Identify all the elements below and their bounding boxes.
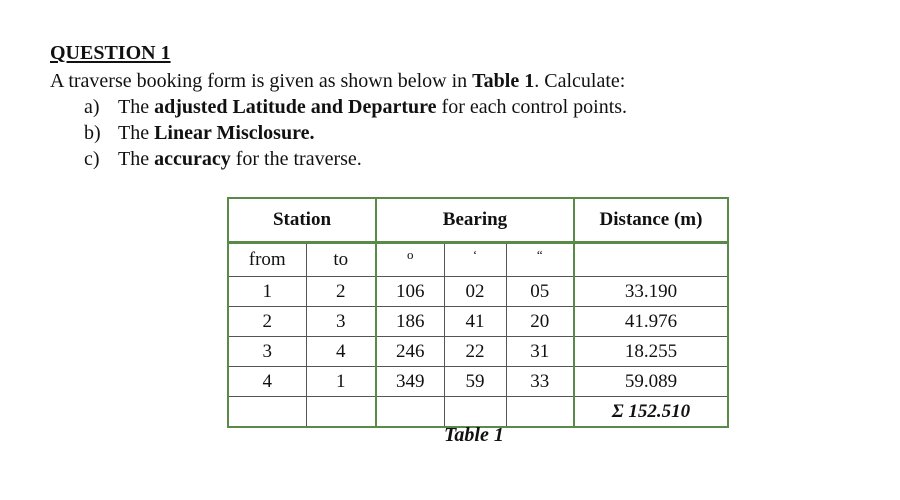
cell-degrees: 349 [376,367,444,397]
task-text: The [118,122,155,144]
task-marker: c) [84,148,100,170]
task-marker: b) [84,122,101,144]
cell-to: 2 [306,277,376,307]
task-text-end: for the traverse. [230,148,362,170]
cell-from: 4 [228,367,306,397]
cell-distance: 18.255 [574,337,728,367]
cell-minutes: 59 [444,367,506,397]
intro-text: A traverse booking form is given as shown below in [50,70,473,92]
question-title: QUESTION 1 [50,42,171,64]
cell-empty [376,397,444,428]
cell-degrees: 186 [376,307,444,337]
table-total-row [228,397,728,428]
cell-empty [306,397,376,428]
header-distance: Distance (m) [574,198,728,243]
question-intro [50,70,625,93]
task-bold-text: accuracy [154,148,231,170]
cell-seconds: 20 [506,307,574,337]
task-text-end: for each control points. [436,96,628,118]
intro-table-ref: Table 1 [472,70,535,92]
task-item-a [84,96,627,119]
table-row [228,337,728,367]
task-item-c [84,148,362,171]
task-item-b [84,122,314,145]
cell-minutes: 22 [444,337,506,367]
cell-from: 3 [228,337,306,367]
cell-empty [506,397,574,428]
header-station: Station [228,198,376,243]
subheader-degrees: o [376,243,444,277]
cell-distance: 41.976 [574,307,728,337]
task-bold-text: Linear Misclosure. [154,122,315,144]
table-row [228,277,728,307]
task-text: The [118,148,155,170]
cell-minutes: 41 [444,307,506,337]
subheader-distance-blank [574,243,728,277]
cell-seconds: 31 [506,337,574,367]
cell-to: 3 [306,307,376,337]
cell-degrees: 106 [376,277,444,307]
distance-total: Σ 152.510 [574,397,728,428]
cell-minutes: 02 [444,277,506,307]
cell-from: 1 [228,277,306,307]
traverse-table [227,197,729,428]
cell-from: 2 [228,307,306,337]
subheader-to: to [306,243,376,277]
cell-degrees: 246 [376,337,444,367]
table-row [228,367,728,397]
cell-seconds: 33 [506,367,574,397]
cell-distance: 59.089 [574,367,728,397]
cell-empty [228,397,306,428]
table-row [228,307,728,337]
cell-to: 4 [306,337,376,367]
subheader-from: from [228,243,306,277]
table-caption: Table 1 [444,424,504,446]
task-bold-text: adjusted Latitude and Departure [154,96,437,118]
header-bearing: Bearing [376,198,574,243]
cell-empty [444,397,506,428]
intro-text-end: . Calculate: [534,70,626,92]
task-marker: a) [84,96,100,118]
task-text: The [118,96,155,118]
cell-distance: 33.190 [574,277,728,307]
subheader-minutes: ‘ [444,243,506,277]
cell-seconds: 05 [506,277,574,307]
cell-to: 1 [306,367,376,397]
subheader-seconds: “ [506,243,574,277]
